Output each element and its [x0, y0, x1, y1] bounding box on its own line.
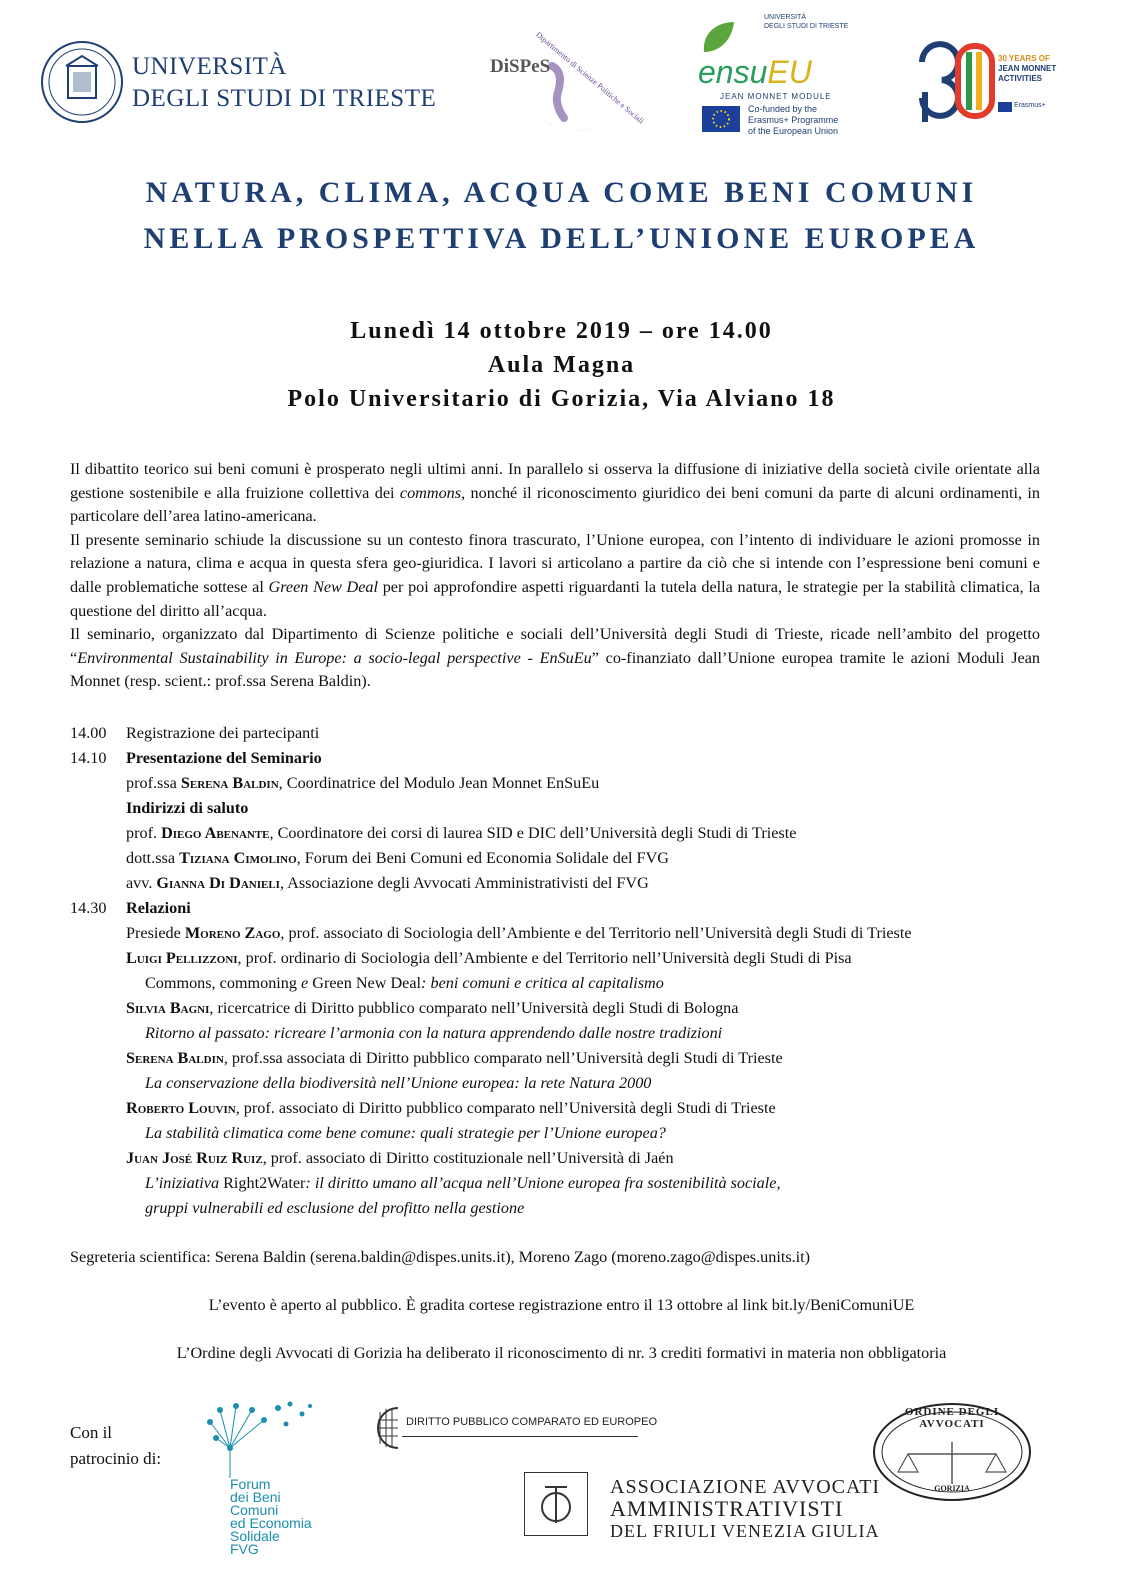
forum-beni-comuni-logo: Forum dei Beni Comuni ed Economia Solidale FVG — [190, 1398, 330, 1578]
jean-monnet-30-logo — [918, 32, 1068, 128]
cofunded-line3: of the European Union — [748, 126, 839, 136]
intro-text — [70, 458, 1040, 694]
thirty-years-icon — [918, 32, 998, 128]
university-name-line1: UNIVERSITÀ — [132, 53, 287, 80]
association-seal-icon — [524, 1472, 588, 1536]
program-row: 14.10 Presentazione del Seminario — [70, 746, 1070, 771]
dispes-logo-text: DiSPeS — [490, 56, 551, 77]
university-name-line2: DEGLI STUDI DI TRIESTE — [132, 85, 437, 112]
program-time: 14.10 — [70, 749, 107, 767]
ensu-univ-line1: UNIVERSITÀ — [764, 14, 807, 21]
program-time: 14.30 — [70, 899, 107, 917]
program-row: Luigi Pellizzoni, prof. ordinario di Sociologia dell’Ambiente e del Territorio nell’Università degli Studi di Pisa — [126, 949, 852, 967]
title-line2: NELLA PROSPETTIVA DELL’UNIONE EUROPEA — [143, 222, 980, 255]
intro-paragraph-2: Il presente seminario schiude la discussione su un contesto finora trascurato, l’Unione europea, con l’intento di individuare le azioni promosse in relazione a natura, clima e acqua in questa sfera geo-giuridica. I lavori si articolano a partire da ciò che si intende con l’espressione beni comuni e dalle problematiche sottese al Green New Deal per poi approfondire aspetti riguardanti la tutela della natura, le strategie per la stabilità climatica, la questione del diritto all’acqua. — [70, 530, 1040, 620]
jm-line3: ACTIVITIES — [998, 74, 1043, 83]
university-logo — [40, 40, 440, 130]
program-row: prof. Diego Abenante, Coordinatore dei corsi di laurea SID e DIC dell’Università degli Studi di Trieste — [126, 824, 797, 842]
credits-line: L’Ordine degli Avvocati di Gorizia ha deliberato il riconoscimento di nr. 3 crediti formativi in materia non obbligatoria — [176, 1344, 947, 1362]
jm-line1: 30 YEARS OF — [998, 54, 1050, 63]
program-row: prof.ssa Serena Baldin, Coordinatrice del Modulo Jean Monnet EnSuEu — [126, 774, 600, 792]
program-row: Ritorno al passato: ricreare l’armonia con la natura apprendendo dalle nostre tradizioni — [145, 1024, 723, 1042]
jm-line2: JEAN MONNET — [998, 64, 1057, 73]
program-row: La stabilità climatica come bene comune: quali strategie per l’Unione europea? — [145, 1124, 666, 1142]
dpce-logo — [370, 1406, 658, 1456]
dandelion-icon — [190, 1398, 320, 1478]
eu-text: EU — [767, 54, 812, 90]
program-row: Commons, commoning e Green New Deal: beni comuni e critica al capitalismo — [145, 974, 664, 992]
title-line1: NATURA, CLIMA, ACQUA COME BENI COMUNI — [145, 176, 978, 209]
dpce-text: DIRITTO PUBBLICO COMPARATO ED EUROPEO — [406, 1416, 658, 1428]
program-row: La conservazione della biodiversità nell’Unione europea: la rete Natura 2000 — [145, 1074, 652, 1092]
program-row: dott.ssa Tiziana Cimolino, Forum dei Beni Comuni ed Economia Solidale del FVG — [126, 849, 669, 867]
event-room: Aula Magna — [487, 352, 636, 378]
ordine-avvocati-gorizia-logo — [872, 1402, 1032, 1502]
program-row: Silvia Bagni, ricercatrice di Diritto pubblico comparato nell’Università degli Studi di Bologna — [126, 999, 739, 1017]
program-row: Juan José Ruiz Ruiz, prof. associato di Diritto costituzionale nell’Università di Jaén — [126, 1149, 674, 1167]
program-row: gruppi vulnerabili ed esclusione del profitto nella gestione — [145, 1199, 525, 1217]
program-row: 14.30 Relazioni — [70, 896, 1070, 921]
program-row: Serena Baldin, prof.ssa associata di Diritto pubblico comparato nell’Università degli Studi di Trieste — [126, 1049, 783, 1067]
university-seal-icon — [40, 40, 124, 124]
ensu-text: ensu — [698, 54, 768, 90]
globe-icon — [370, 1406, 400, 1450]
cofunded-line1: Co-funded by the — [748, 104, 818, 114]
event-place: Polo Universitario di Gorizia, Via Alviano 18 — [287, 386, 836, 412]
intro-paragraph-1: Il dibattito teorico sui beni comuni è prosperato negli ultimi anni. In parallelo si osserva la diffusione di iniziative della società civile orientate alla gestione sostenibile e alla fruizione collettiva dei commons, nonché il riconoscimento giuridico dei beni comuni da parte di alcuni ordinamenti, in particolare dell’area latino-americana. — [70, 460, 1040, 526]
ensu-univ-line2: DEGLI STUDI DI TRIESTE — [764, 23, 849, 30]
dispes-arc-text: Dipartimento di Scienze Politiche e Sociali — [534, 30, 646, 126]
jm-erasmus: Erasmus+ — [1014, 102, 1046, 109]
program-row: Indirizzi di saluto — [126, 799, 249, 817]
program-row: L’iniziativa Right2Water: il diritto umano all’acqua nell’Unione europea fra sostenibilità sociale, — [145, 1174, 781, 1192]
program-time: 14.00 — [70, 724, 107, 742]
program-row: 14.00 Registrazione dei partecipanti — [70, 721, 1070, 746]
ordine-arc-text: ORDINE DEGLI AVVOCATI — [904, 1406, 1000, 1430]
dispes-logo — [486, 26, 646, 138]
intro-paragraph-3: Il seminario, organizzato dal Dipartimento di Scienze politiche e sociali dell’Università degli Studi di Trieste, ricade nell’ambito del progetto “Environmental Sustainability in Europe: a socio-legal perspective - EnSuEu” co-finanziato dall’Unione europea tramite le azioni Moduli Jean Monnet (resp. scient.: prof.ssa Serena Baldin). — [70, 625, 1040, 691]
ensu-subtitle: JEAN MONNET MODULE — [720, 92, 832, 101]
event-date: Lunedì 14 ottobre 2019 – ore 14.00 — [350, 318, 773, 344]
eu-flag-small-icon — [998, 102, 1012, 112]
program-row: Presiede Moreno Zago, prof. associato di Sociologia dell’Ambiente e del Territorio nell’Università degli Studi di Trieste — [126, 924, 912, 942]
program-row: avv. Gianna Di Danieli, Associazione degli Avvocati Amministrativisti del FVG — [126, 874, 649, 892]
program — [70, 721, 1070, 1221]
segreteria-line: Segreteria scientifica: Serena Baldin (serena.baldin@dispes.units.it), Moreno Zago (moreno.zago@dispes.units.it) — [70, 1248, 811, 1266]
leaf-icon — [698, 18, 738, 58]
ordine-city-text: GORIZIA — [934, 1484, 970, 1493]
registration-line: L’evento è aperto al pubblico. È gradita cortese registrazione entro il 13 ottobre al link bit.ly/BeniComuniUE — [208, 1296, 915, 1314]
program-row: Roberto Louvin, prof. associato di Diritto pubblico comparato nell’Università degli Studi di Trieste — [126, 1099, 776, 1117]
eu-flag-icon — [702, 106, 740, 132]
cofunded-line2: Erasmus+ Programme — [748, 115, 839, 125]
ensueu-logo — [696, 14, 856, 140]
associazione-avvocati-logo: ASSOCIAZIONE AVVOCATI AMMINISTRATIVISTI DEL FRIULI VENEZIA GIULIA — [524, 1470, 864, 1540]
patronage-label: Con il patrocinio di: — [70, 1423, 162, 1468]
